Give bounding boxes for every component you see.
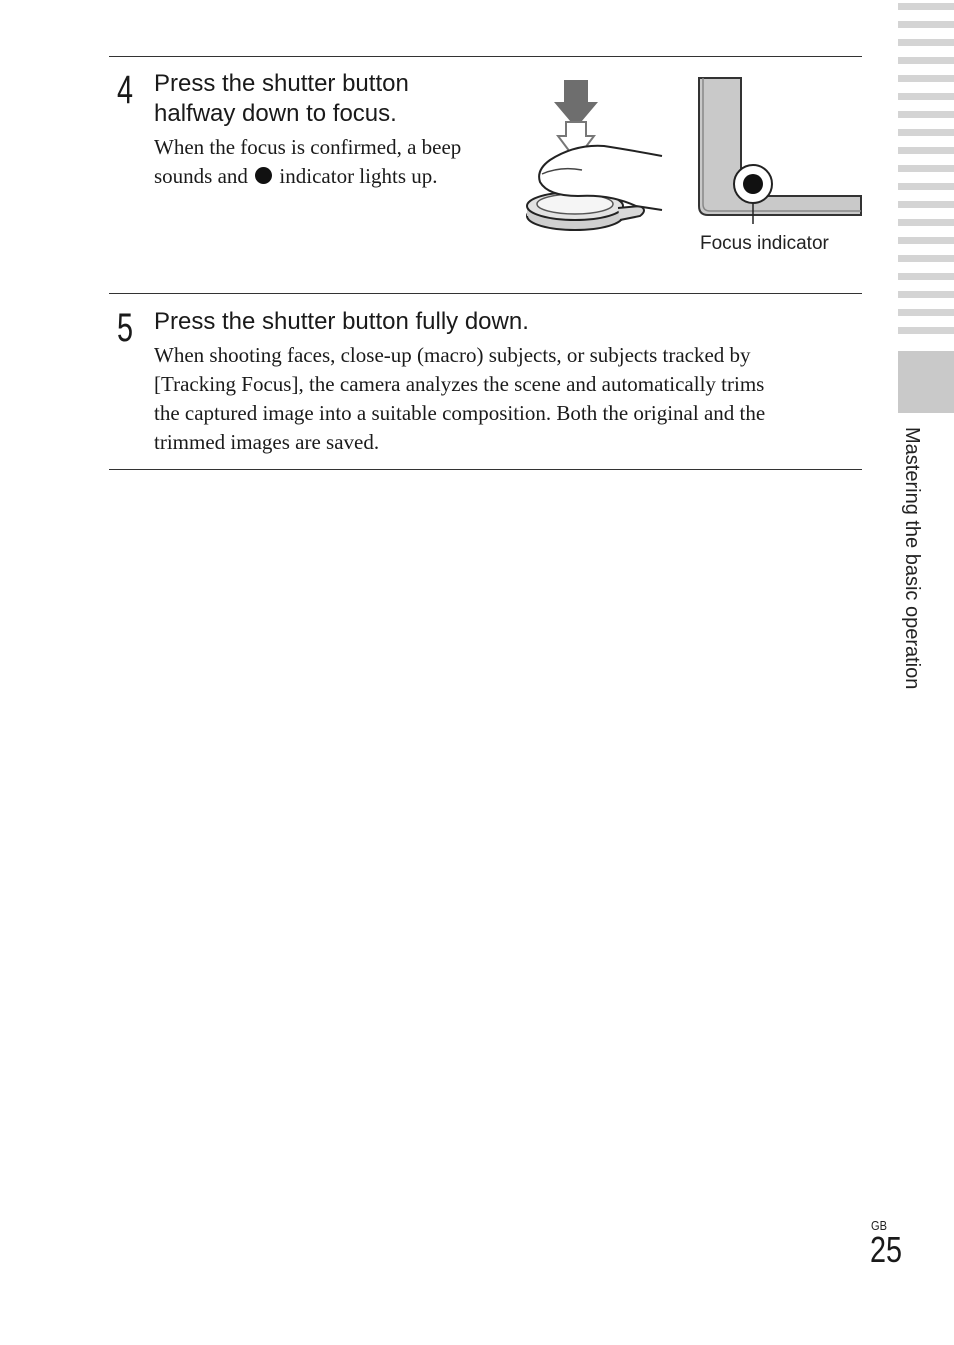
step5-body-line1: When shooting faces, close-up (macro) subjects, or subjects tracked by [154,343,751,367]
step4-body-line1: When the focus is confirmed, a beep [154,135,462,159]
bottom-rule [109,469,862,470]
active-section-tab [898,351,954,413]
step5-body-line4: trimmed images are saved. [154,430,380,454]
step5-body [154,341,864,457]
step5-body-line2: [Tracking Focus], the camera analyzes the scene and automatically trims [154,372,765,396]
step4-heading [154,69,409,129]
shutter-press-illustration [520,70,670,240]
section-side-label [900,427,926,757]
step4-body-line2-after: indicator lights up. [279,164,438,188]
focus-dot-icon [255,167,272,184]
section-label-text: Mastering the basic operation [901,427,923,690]
press-arrow-solid-icon [554,80,598,128]
step-number-4: 4 [117,68,134,112]
step-number-5: 5 [117,306,134,350]
step5-heading: Press the shutter button fully down. [154,308,529,335]
step4-heading-line1: Press the shutter button [154,70,409,97]
page-number: 25 [870,1229,903,1270]
step4-body [154,133,514,191]
top-rule [109,56,862,57]
focus-indicator-icon [743,174,763,194]
focus-indicator-illustration [695,74,865,224]
step4-heading-line2: halfway down to focus. [154,100,397,127]
focus-indicator-caption: Focus indicator [700,233,829,254]
section-tab-strip [898,0,954,345]
region-code: GB [871,1218,887,1233]
step-divider-rule [109,293,862,294]
step5-body-line3: the captured image into a suitable composition. Both the original and the [154,401,766,425]
step4-body-line2-before: sounds and [154,164,248,188]
